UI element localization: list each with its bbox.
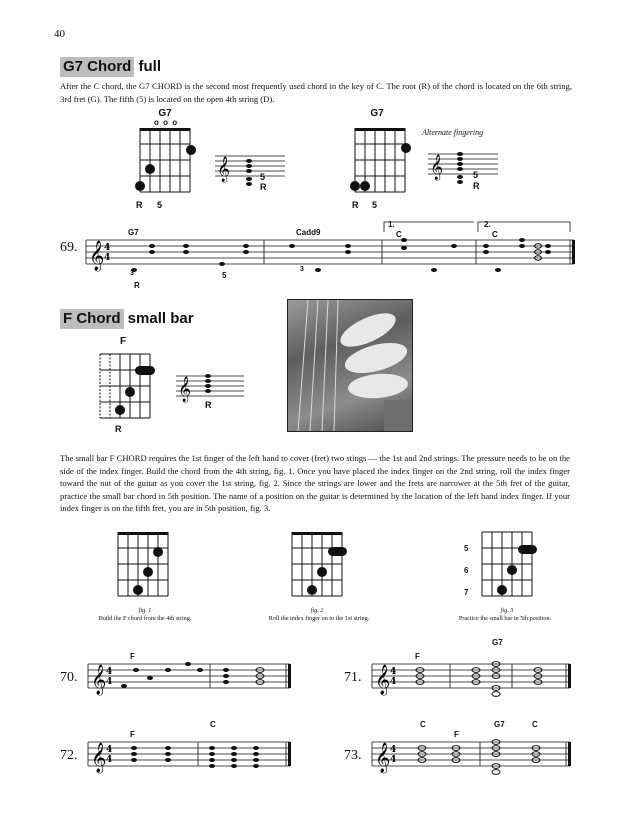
fig3-label: fig. 3 xyxy=(500,607,514,614)
svg-text:4: 4 xyxy=(106,745,113,755)
example-72-staff xyxy=(88,734,293,778)
svg-text:𝄞: 𝄞 xyxy=(430,155,444,180)
f-diagram-root: R xyxy=(115,424,122,434)
example-69-root: R xyxy=(134,281,140,290)
g7-diagram2-root: R xyxy=(352,200,359,210)
svg-text:𝄞: 𝄞 xyxy=(178,377,192,402)
svg-text:𝄞: 𝄞 xyxy=(375,665,391,695)
f-heading xyxy=(60,310,194,327)
g7-staff-2 xyxy=(428,150,498,190)
example-71-staff xyxy=(372,656,572,700)
fig3-caption: Practice the small bar in 5th position. xyxy=(458,615,552,622)
fig1-caption: Build the F chord from the 4th string. xyxy=(98,615,192,622)
example-69-ending-1: 1. xyxy=(388,220,395,229)
fig2-caption: Roll the index finger on to the 1st string. xyxy=(268,615,370,622)
g7-diagram1-fifth: 5 xyxy=(157,200,163,210)
example-72-number: 72. xyxy=(60,748,78,763)
example-69-ending2-chord: C xyxy=(492,230,498,239)
example-71-number: 71. xyxy=(344,670,362,685)
f-chord-diagram xyxy=(95,354,155,424)
example-70-number: 70. xyxy=(60,670,78,685)
example-73-chord-c1: C xyxy=(420,720,426,729)
example-69-ending1-chord: C xyxy=(396,230,402,239)
page-number: 40 xyxy=(54,28,65,40)
svg-text:4: 4 xyxy=(106,677,113,687)
g7-diagram1-root: R xyxy=(136,200,143,210)
example-73-chord-f: F xyxy=(454,730,459,739)
fig1-diagram xyxy=(118,532,172,602)
g7-diagram1-open: o o o xyxy=(154,118,179,127)
svg-text:4: 4 xyxy=(106,755,113,765)
fig2-diagram xyxy=(292,532,352,602)
svg-text:𝄞: 𝄞 xyxy=(375,743,391,773)
f-heading-rest: small bar xyxy=(127,310,194,327)
svg-text:4: 4 xyxy=(390,755,397,765)
fig3-fret-6: 6 xyxy=(464,566,469,575)
example-71-chord-f: F xyxy=(415,652,420,661)
g7-heading-rest: full xyxy=(138,58,162,75)
svg-text:𝄞: 𝄞 xyxy=(89,241,105,271)
fig2-label: fig. 2 xyxy=(310,607,324,614)
g7-diagram2-fifth: 5 xyxy=(372,200,378,210)
g7-staff2-root: R xyxy=(473,181,480,191)
f-paragraph: The small bar F CHORD requires the 1st finger of the left hand to cover (fret) two stings — the 1st and 2nd strings. The pressure needs to be on the side of the index finger. Build the chord from the 4th string, fig. 1. Once you have placed the index finger on the 2nd string, roll the index finger toward the nut of the guitar as you cover the 1st string, fig. 2. Since the strings are lower and the frets are narrower at the 5th fret of the guitar, practice the small bar chord in 5th position. The name of a position on the guitar is determined by the location of the left hand index finger. If your index finger is on the fifth fret, you are in 5th position, fig. 3. xyxy=(60,453,570,513)
svg-text:4: 4 xyxy=(106,667,113,677)
g7-staff1-fifth: 5 xyxy=(260,172,266,182)
svg-text:𝄞: 𝄞 xyxy=(91,743,107,773)
g7-heading xyxy=(60,58,161,75)
g7-staff2-fifth: 5 xyxy=(473,170,479,180)
svg-text:4: 4 xyxy=(104,253,111,263)
fig3-fret-5: 5 xyxy=(464,544,469,553)
f-heading-box: F Chord xyxy=(60,309,124,329)
g7-diagram1-name: G7 xyxy=(158,108,172,119)
example-70-staff xyxy=(88,656,293,700)
example-73-chord-g7: G7 xyxy=(494,720,505,729)
example-73-number: 73. xyxy=(344,748,362,763)
example-69-number: 69. xyxy=(60,240,78,255)
g7-chord-diagram-1 xyxy=(135,128,195,198)
example-73-staff xyxy=(372,734,572,782)
g7-diagram2-name: G7 xyxy=(370,108,384,119)
fig3-fret-7: 7 xyxy=(464,588,469,597)
svg-text:4: 4 xyxy=(104,243,111,253)
fig1-label: fig. 1 xyxy=(138,607,152,614)
g7-staff1-root: R xyxy=(260,182,267,192)
f-diagram-name: F xyxy=(119,336,127,347)
example-69-ending-2: 2. xyxy=(484,220,491,229)
fig3-diagram xyxy=(482,532,542,602)
example-69-finger-1: 3 xyxy=(130,270,134,277)
example-73-chord-c2: C xyxy=(532,720,538,729)
svg-text:4: 4 xyxy=(390,677,397,687)
f-staff-root: R xyxy=(205,400,212,410)
svg-text:𝄞: 𝄞 xyxy=(91,665,107,695)
svg-text:4: 4 xyxy=(390,745,397,755)
alternate-fingering-label: Alternate fingering xyxy=(422,128,484,137)
example-69-finger-2: 3 xyxy=(300,266,304,273)
g7-chord-diagram-2 xyxy=(350,128,410,198)
g7-heading-box: G7 Chord xyxy=(60,57,134,77)
svg-text:4: 4 xyxy=(390,667,397,677)
example-70-chord-f: F xyxy=(130,652,135,661)
example-69-chord-g7: G7 xyxy=(128,228,139,237)
example-72-chord-c: C xyxy=(210,720,216,729)
svg-text:𝄞: 𝄞 xyxy=(217,157,231,182)
example-69-chord-cadd9: Cadd9 xyxy=(296,228,321,237)
example-69-staff xyxy=(86,218,576,288)
hand-photo xyxy=(287,299,413,432)
g7-staff-1 xyxy=(215,152,285,192)
example-72-chord-f: F xyxy=(130,730,135,739)
g7-paragraph: After the C chord, the G7 CHORD is the second most frequently used chord in the key of C. The root (R) of the chord is located on the 6th string, 3rd fret (G). The fifth (5) is located on the open 4th string (D). xyxy=(60,81,572,104)
example-71-chord-g7: G7 xyxy=(492,638,503,647)
example-69-fifth: 5 xyxy=(222,271,227,280)
